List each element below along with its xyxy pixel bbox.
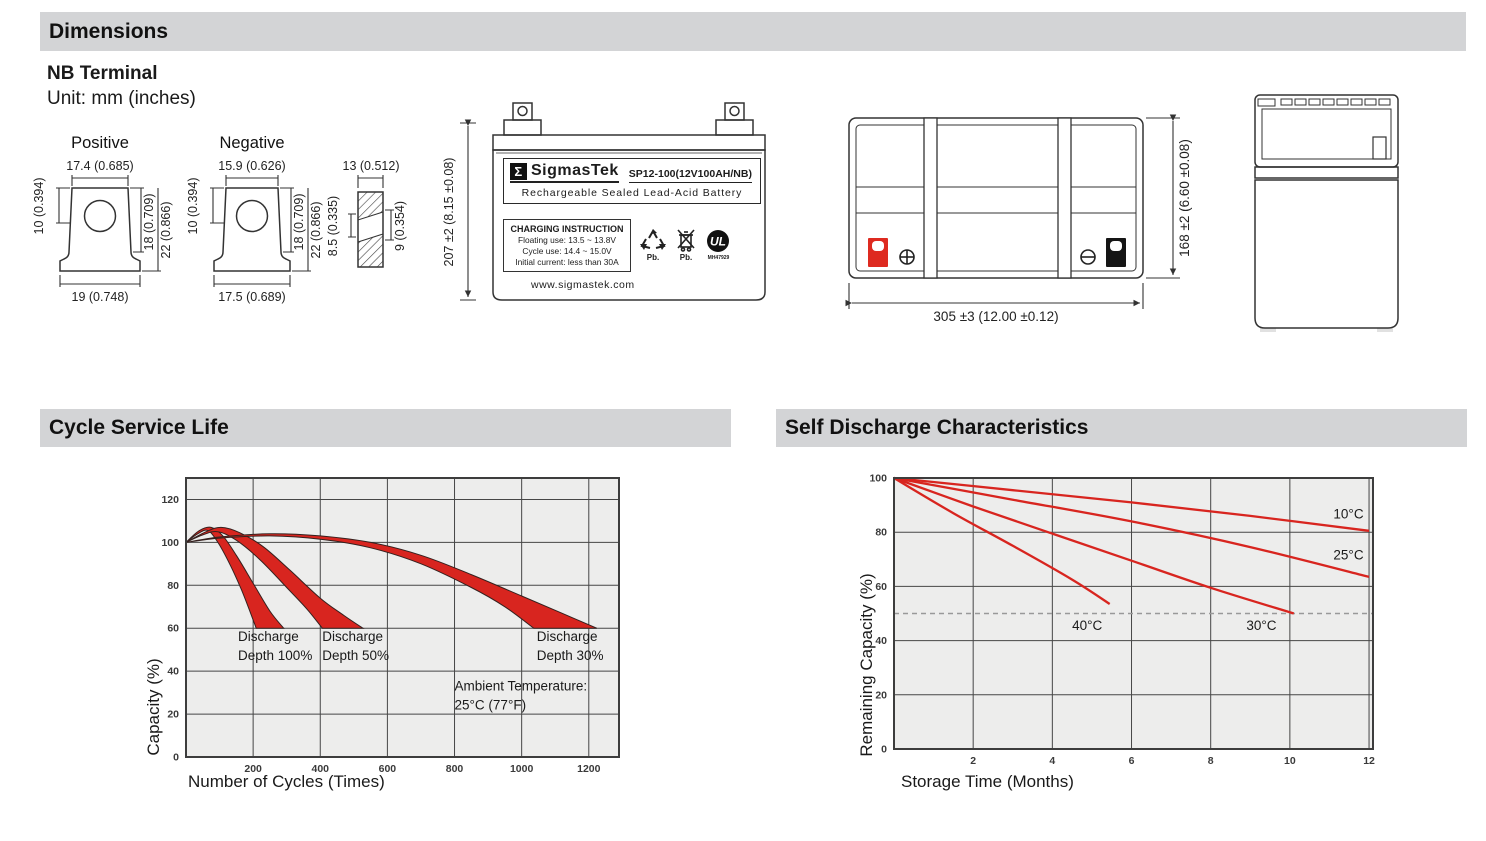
svg-text:25°C (77°F): 25°C (77°F) [454,697,527,713]
negative-right-outer-dim: 22 (0.866) [309,201,323,259]
crossed-bin-icon [677,229,695,253]
svg-text:100: 100 [161,536,179,549]
svg-text:2: 2 [970,755,977,767]
ul-letters: UL [710,234,726,249]
recycle-pb-label: Pb. [646,253,660,262]
ul-mark [706,229,731,261]
positive-left-dim: 10 (0.394) [32,177,46,235]
negative-left-dim-lines [210,188,224,223]
side-profile-top-dim-lines [358,175,383,188]
negative-left-dim: 10 (0.394) [186,177,200,235]
nb-terminal-heading: NB Terminal [47,63,158,84]
svg-text:1000: 1000 [509,763,534,775]
svg-text:25°C: 25°C [1333,547,1364,563]
positive-terminal-hole [85,201,116,232]
self-discharge-section-header [776,409,1467,447]
negative-terminal-symbol [1081,250,1095,264]
top-view-center-band [856,187,1136,213]
front-right-terminal-base [716,120,753,135]
charging-line-3: Initial current: less than 30A [515,257,619,267]
sigma-logo: Σ [510,163,527,180]
self-discharge-chart [800,465,1480,810]
top-width-dim: 305 ±3 (12.00 ±0.12) [933,309,1059,324]
front-height-dim: 207 ±2 (8.15 ±0.08) [442,157,456,267]
positive-top-dim-lines [72,175,128,186]
side-profile-hatch-bottom [358,234,383,267]
website-url: www.sigmastek.com [531,279,635,291]
top-height-dim-ext [1146,118,1180,278]
svg-text:8: 8 [1207,755,1214,767]
svg-text:60: 60 [167,622,179,635]
svg-text:400: 400 [311,763,330,775]
front-lid-band [493,135,765,150]
charging-row [503,219,761,272]
side-profile-right-dim: 9 (0.354) [393,200,407,252]
svg-text:120: 120 [161,493,179,506]
self-discharge-chart-ylabel: Remaining Capacity (%) [857,573,876,757]
battery-label [503,158,761,291]
svg-text:Ambient Temperature:: Ambient Temperature: [454,678,588,694]
top-view-positive-terminal-cap [872,241,884,251]
battery-top-view [830,85,1200,335]
self-discharge-title: Self Discharge Characteristics [785,416,1089,439]
ul-file-number: MH47929 [707,255,730,261]
cycle-chart-xlabel: Number of Cycles (Times) [188,772,385,791]
certification-icons [640,229,731,262]
side-profile-left-dim-lines [348,214,356,237]
top-height-dim: 168 ±2 (6.60 ±0.08) [1177,139,1192,257]
svg-text:Discharge: Discharge [322,629,384,645]
front-right-terminal [725,103,744,120]
model-number: SP12-100(12V100AH/NB) [629,168,752,183]
side-view-band [1255,167,1398,178]
svg-text:600: 600 [378,763,397,775]
svg-text:20: 20 [167,708,179,721]
top-view-negative-terminal-cap [1110,241,1122,251]
negative-terminal-hole [237,201,268,232]
svg-text:80: 80 [167,579,179,592]
cycle-title: Cycle Service Life [49,416,229,439]
positive-top-dim: 17.4 (0.685) [66,159,134,173]
svg-text:Discharge: Discharge [238,629,299,645]
svg-text:800: 800 [445,763,464,775]
brand-row [510,162,754,183]
positive-right-outer-dim: 22 (0.866) [159,201,173,259]
top-view-strap-left [924,118,937,278]
brand-lockup [510,162,619,183]
side-profile-hatch-top [358,192,383,220]
positive-left-dim-lines [56,188,70,223]
brand-name: SigmasTek [531,162,619,179]
dimensions-title: Dimensions [49,19,169,43]
charging-line-2: Cycle use: 14.4 ~ 15.0V [522,246,612,256]
charging-instruction-box [503,219,631,272]
negative-bottom-dim-lines [214,275,290,287]
ul-icon [706,229,731,253]
side-view-slot-left [1258,99,1275,106]
bin-pb-label: Pb. [679,253,693,262]
negative-bottom-dim: 17.5 (0.689) [218,290,286,304]
front-left-terminal-hole [518,107,527,116]
label-header-box [503,158,761,204]
front-left-terminal-base [504,120,541,135]
svg-text:200: 200 [244,763,262,775]
dimensions-section-header [40,12,1466,51]
negative-right-inner-dim: 18 (0.709) [292,193,306,251]
svg-text:12: 12 [1363,755,1375,767]
no-trash-mark [677,229,695,262]
negative-title: Negative [219,134,285,152]
side-view-body [1255,180,1398,328]
side-view-lid [1255,95,1398,167]
terminal-drawings [30,130,440,315]
svg-text:40: 40 [875,635,887,648]
front-right-terminal-hole [730,107,739,116]
front-left-terminal [513,103,532,120]
charging-line-1: Floating use: 13.5 ~ 13.8V [517,235,616,245]
svg-text:Depth 30%: Depth 30% [536,648,604,664]
positive-right-inner-dim: 18 (0.709) [142,193,156,251]
svg-text:0: 0 [173,751,179,764]
svg-text:40: 40 [167,665,179,678]
recycle-icon [640,229,666,253]
side-profile-top-dim: 13 (0.512) [342,159,400,173]
top-view-strap-right [1058,118,1071,278]
side-view-vent-slots [1281,99,1390,105]
svg-text:0: 0 [881,743,887,756]
positive-bottom-dim: 19 (0.748) [71,290,129,304]
cycle-section-header [40,409,731,447]
svg-text:80: 80 [875,526,887,539]
positive-title: Positive [71,134,129,152]
side-profile-left-dim: 8.5 (0.335) [326,195,340,257]
svg-text:6: 6 [1128,755,1135,767]
negative-top-dim: 15.9 (0.626) [218,159,286,173]
svg-text:1200: 1200 [577,763,601,775]
label-subtitle: Rechargeable Sealed Lead-Acid Battery [521,187,743,199]
svg-text:20: 20 [875,689,887,702]
svg-text:100: 100 [869,472,887,485]
svg-text:40°C: 40°C [1072,617,1103,633]
self-discharge-chart-xlabel: Storage Time (Months) [901,772,1074,791]
cycle-chart-ylabel: Capacity (%) [144,658,163,756]
svg-text:60: 60 [875,580,887,593]
recycle-mark [640,229,666,262]
negative-top-dim-lines [226,175,278,186]
svg-text:4: 4 [1049,755,1056,767]
svg-text:10°C: 10°C [1333,506,1364,522]
positive-terminal-symbol [900,250,914,264]
svg-text:Depth 50%: Depth 50% [322,648,390,664]
svg-text:10: 10 [1284,755,1296,767]
positive-bottom-dim-lines [60,275,140,287]
battery-side-view [1240,85,1415,340]
charging-title: CHARGING INSTRUCTION [510,224,624,234]
top-width-dim-ext [849,283,1143,309]
svg-text:Depth 100%: Depth 100% [238,648,313,664]
side-view-lid-inner [1262,109,1391,159]
svg-text:30°C: 30°C [1246,617,1277,633]
side-view-terminal-block [1373,137,1386,159]
unit-note: Unit: mm (inches) [47,88,196,109]
svg-text:Discharge: Discharge [536,629,598,645]
